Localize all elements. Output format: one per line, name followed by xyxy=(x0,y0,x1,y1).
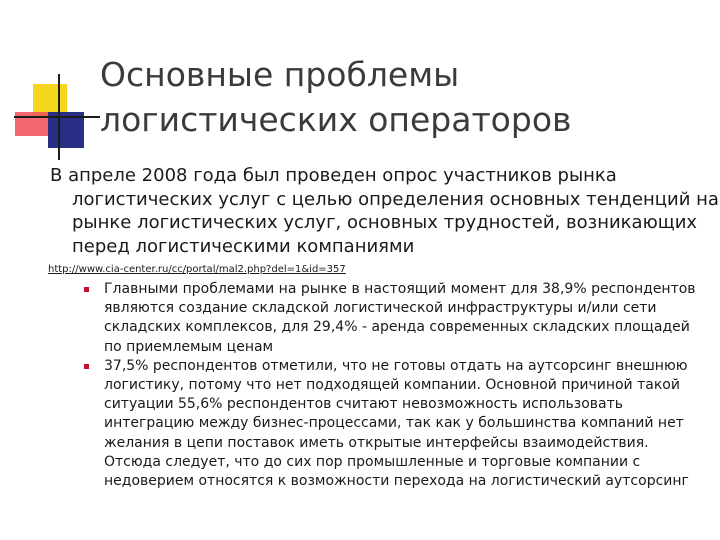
bullet-text: 37,5% респондентов отметили, что не готовы отдать на аутсорсинг внешнюю логистику, потому что нет подходящей компании. Основной причиной такой ситуации 55,6% респондентов считают невозможность использовать интеграцию между бизнес-процессами, так как у большинства компаний нет желания в цепи поставок иметь открытые интерфейсы взаимодействия. Отсюда следует, что до сих пор промышленные и торговые компании с недоверием относятся к возможности перехода на логистический аутсорсинг xyxy=(104,357,689,490)
bullet-item xyxy=(84,357,696,491)
bullet-item xyxy=(84,280,696,357)
square-bullet-icon xyxy=(84,287,89,292)
horizontal-rule xyxy=(14,116,100,118)
bullet-list xyxy=(84,280,696,491)
decorative-logo xyxy=(0,0,100,160)
square-bullet-icon xyxy=(84,364,89,369)
bullet-text: Главными проблемами на рынке в настоящий момент для 38,9% респондентов являются создание складской логистической инфраструктуры и/или сети складских комплексов, для 29,4% - аренда современных складских площадей по приемлемым ценам xyxy=(104,281,696,355)
slide-title: Основные проблемы логистических операторов xyxy=(100,55,572,139)
intro-paragraph: В апреле 2008 года был проведен опрос участников рынка логистических услуг с целью определения основных тенденций на рынке логистических услуг, основных трудностей, возникающих перед логистическими компаниями xyxy=(50,165,719,257)
source-link[interactable]: http://www.cia-center.ru/cc/portal/mal2.php?del=1&id=357 xyxy=(48,264,346,275)
